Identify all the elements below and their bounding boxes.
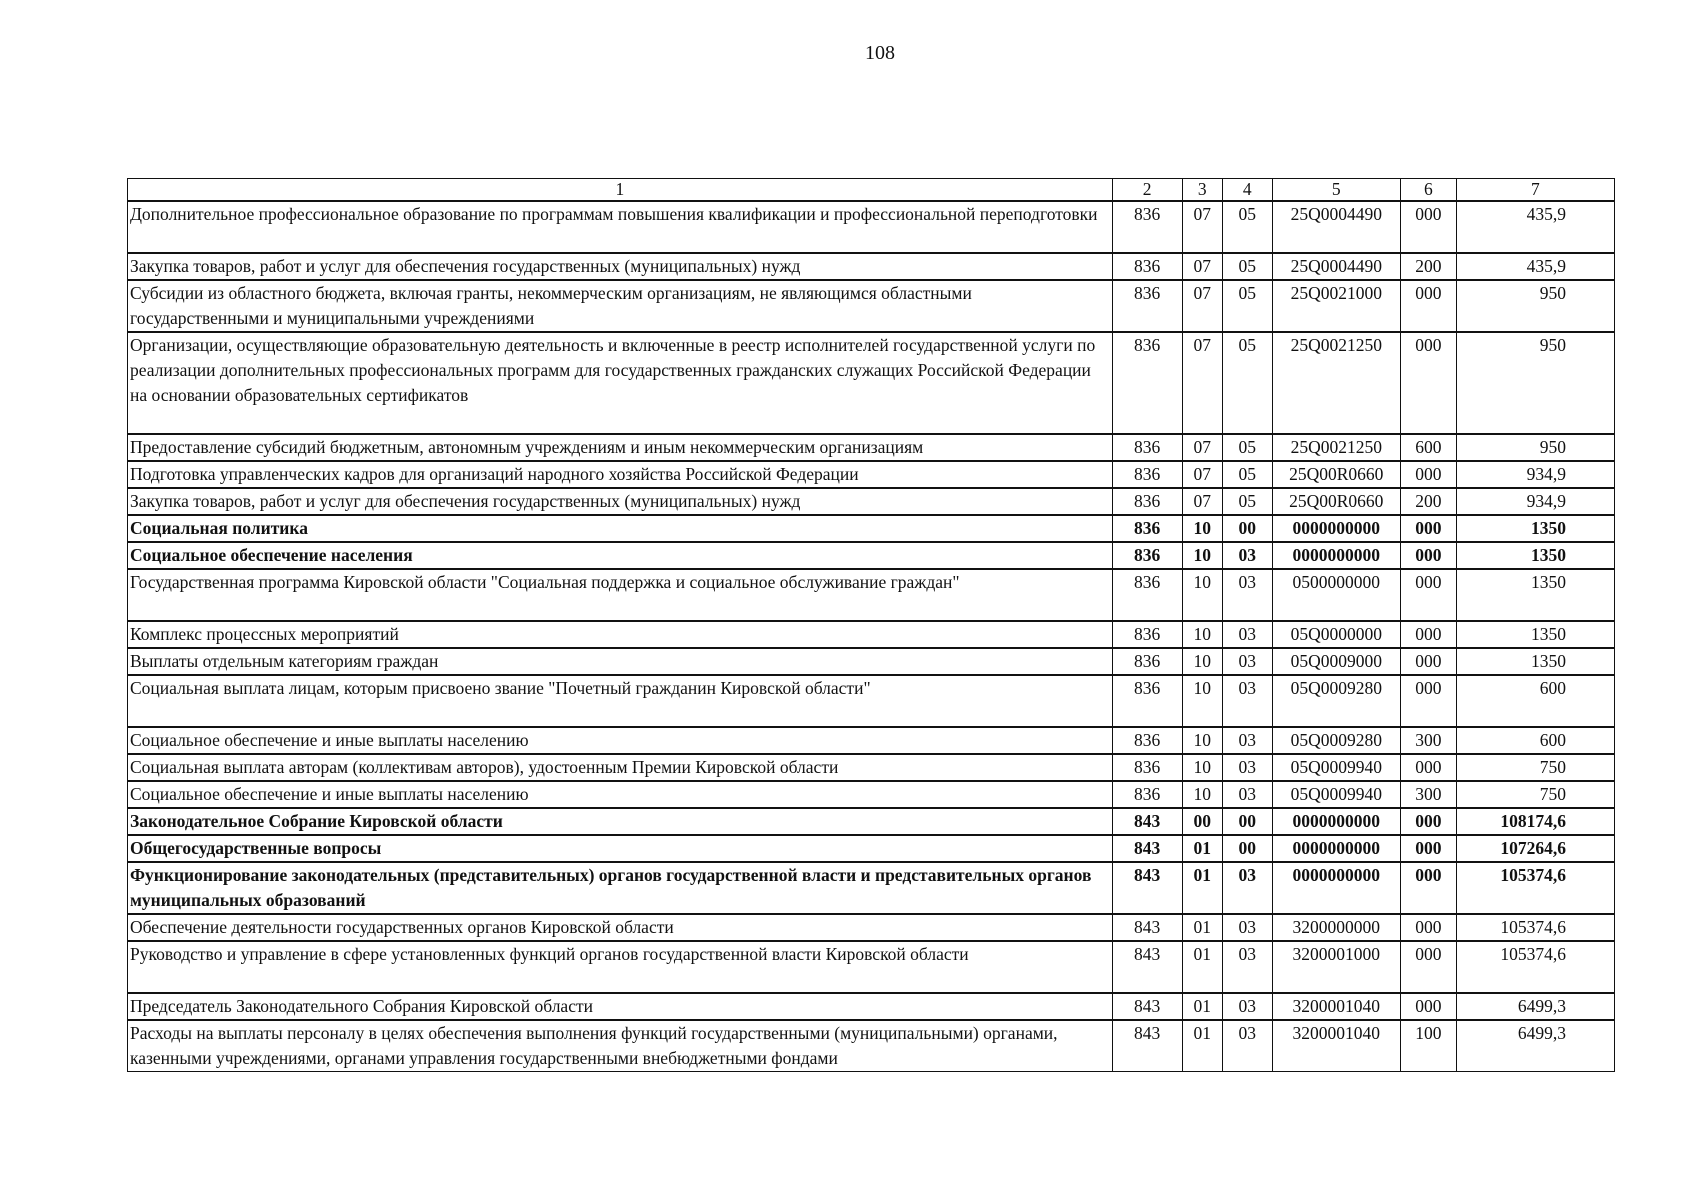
amount-cell: 600 bbox=[1456, 675, 1614, 727]
row-name-cell: Социальное обеспечение и иные выплаты населению bbox=[128, 781, 1113, 808]
table-row bbox=[128, 754, 1615, 781]
row-name-cell: Социальная политика bbox=[128, 515, 1113, 542]
subsection-code-cell: 05 bbox=[1222, 434, 1272, 461]
table-row bbox=[128, 569, 1615, 621]
row-name-cell: Руководство и управление в сфере установленных функций органов государственной власти Кировской области bbox=[128, 941, 1113, 993]
expense-type-cell: 000 bbox=[1400, 280, 1456, 332]
subsection-code-cell: 03 bbox=[1222, 727, 1272, 754]
table-row bbox=[128, 542, 1615, 569]
row-name-cell: Субсидии из областного бюджета, включая гранты, некоммерческим организациям, не являющимся областными государственными и муниципальными учреждениями bbox=[128, 280, 1113, 332]
amount-cell: 435,9 bbox=[1456, 201, 1614, 253]
target-article-cell: 05Q0000000 bbox=[1272, 621, 1400, 648]
expense-type-cell: 000 bbox=[1400, 993, 1456, 1020]
ministry-code-cell: 836 bbox=[1112, 280, 1182, 332]
table-row bbox=[128, 835, 1615, 862]
table-row bbox=[128, 434, 1615, 461]
ministry-code-cell: 836 bbox=[1112, 434, 1182, 461]
target-article-cell: 0000000000 bbox=[1272, 542, 1400, 569]
table-row bbox=[128, 332, 1615, 434]
ministry-code-cell: 843 bbox=[1112, 993, 1182, 1020]
expense-type-cell: 000 bbox=[1400, 542, 1456, 569]
section-code-cell: 07 bbox=[1182, 332, 1222, 434]
table-row bbox=[128, 941, 1615, 993]
table-row bbox=[128, 461, 1615, 488]
subsection-code-cell: 03 bbox=[1222, 569, 1272, 621]
section-code-cell: 10 bbox=[1182, 781, 1222, 808]
target-article-cell: 05Q0009280 bbox=[1272, 675, 1400, 727]
target-article-cell: 0000000000 bbox=[1272, 862, 1400, 914]
ministry-code-cell: 836 bbox=[1112, 542, 1182, 569]
row-name-cell: Закупка товаров, работ и услуг для обеспечения государственных (муниципальных) нужд bbox=[128, 488, 1113, 515]
expense-type-cell: 600 bbox=[1400, 434, 1456, 461]
column-header: 6 bbox=[1400, 179, 1456, 202]
expense-type-cell: 000 bbox=[1400, 754, 1456, 781]
subsection-code-cell: 03 bbox=[1222, 754, 1272, 781]
amount-cell: 105374,6 bbox=[1456, 914, 1614, 941]
ministry-code-cell: 836 bbox=[1112, 569, 1182, 621]
section-code-cell: 07 bbox=[1182, 280, 1222, 332]
section-code-cell: 10 bbox=[1182, 515, 1222, 542]
amount-cell: 6499,3 bbox=[1456, 993, 1614, 1020]
expense-type-cell: 000 bbox=[1400, 835, 1456, 862]
target-article-cell: 0000000000 bbox=[1272, 808, 1400, 835]
expense-type-cell: 000 bbox=[1400, 941, 1456, 993]
amount-cell: 1350 bbox=[1456, 515, 1614, 542]
row-name-cell: Дополнительное профессиональное образование по программам повышения квалификации и профессиональной переподготовки bbox=[128, 201, 1113, 253]
ministry-code-cell: 836 bbox=[1112, 488, 1182, 515]
table-row bbox=[128, 675, 1615, 727]
subsection-code-cell: 00 bbox=[1222, 515, 1272, 542]
target-article-cell: 3200001040 bbox=[1272, 1020, 1400, 1072]
ministry-code-cell: 843 bbox=[1112, 1020, 1182, 1072]
target-article-cell: 05Q0009280 bbox=[1272, 727, 1400, 754]
section-code-cell: 10 bbox=[1182, 542, 1222, 569]
ministry-code-cell: 836 bbox=[1112, 515, 1182, 542]
table-row bbox=[128, 515, 1615, 542]
subsection-code-cell: 03 bbox=[1222, 862, 1272, 914]
table-row bbox=[128, 253, 1615, 280]
target-article-cell: 05Q0009000 bbox=[1272, 648, 1400, 675]
section-code-cell: 07 bbox=[1182, 488, 1222, 515]
expense-type-cell: 200 bbox=[1400, 488, 1456, 515]
row-name-cell: Комплекс процессных мероприятий bbox=[128, 621, 1113, 648]
column-header: 7 bbox=[1456, 179, 1614, 202]
section-code-cell: 01 bbox=[1182, 993, 1222, 1020]
row-name-cell: Социальное обеспечение населения bbox=[128, 542, 1113, 569]
target-article-cell: 3200001040 bbox=[1272, 993, 1400, 1020]
ministry-code-cell: 836 bbox=[1112, 201, 1182, 253]
table-row bbox=[128, 648, 1615, 675]
expense-type-cell: 000 bbox=[1400, 914, 1456, 941]
table-row bbox=[128, 201, 1615, 253]
row-name-cell: Общегосударственные вопросы bbox=[128, 835, 1113, 862]
amount-cell: 105374,6 bbox=[1456, 941, 1614, 993]
expense-type-cell: 000 bbox=[1400, 332, 1456, 434]
table-row bbox=[128, 488, 1615, 515]
table-row bbox=[128, 727, 1615, 754]
subsection-code-cell: 03 bbox=[1222, 542, 1272, 569]
ministry-code-cell: 836 bbox=[1112, 675, 1182, 727]
expense-type-cell: 000 bbox=[1400, 648, 1456, 675]
table-row bbox=[128, 993, 1615, 1020]
section-code-cell: 07 bbox=[1182, 201, 1222, 253]
target-article-cell: 0000000000 bbox=[1272, 835, 1400, 862]
expense-type-cell: 000 bbox=[1400, 201, 1456, 253]
column-header: 4 bbox=[1222, 179, 1272, 202]
subsection-code-cell: 03 bbox=[1222, 941, 1272, 993]
row-name-cell: Выплаты отдельным категориям граждан bbox=[128, 648, 1113, 675]
target-article-cell: 0000000000 bbox=[1272, 515, 1400, 542]
target-article-cell: 25Q0021250 bbox=[1272, 434, 1400, 461]
table-row bbox=[128, 808, 1615, 835]
amount-cell: 934,9 bbox=[1456, 488, 1614, 515]
amount-cell: 105374,6 bbox=[1456, 862, 1614, 914]
section-code-cell: 10 bbox=[1182, 754, 1222, 781]
target-article-cell: 25Q0004490 bbox=[1272, 201, 1400, 253]
table-row bbox=[128, 914, 1615, 941]
amount-cell: 950 bbox=[1456, 332, 1614, 434]
section-code-cell: 01 bbox=[1182, 835, 1222, 862]
amount-cell: 750 bbox=[1456, 781, 1614, 808]
ministry-code-cell: 836 bbox=[1112, 781, 1182, 808]
subsection-code-cell: 03 bbox=[1222, 993, 1272, 1020]
section-code-cell: 00 bbox=[1182, 808, 1222, 835]
expense-type-cell: 200 bbox=[1400, 253, 1456, 280]
subsection-code-cell: 03 bbox=[1222, 675, 1272, 727]
target-article-cell: 3200001000 bbox=[1272, 941, 1400, 993]
amount-cell: 1350 bbox=[1456, 621, 1614, 648]
section-code-cell: 10 bbox=[1182, 675, 1222, 727]
target-article-cell: 25Q0004490 bbox=[1272, 253, 1400, 280]
row-name-cell: Предоставление субсидий бюджетным, автономным учреждениям и иным некоммерческим организациям bbox=[128, 434, 1113, 461]
target-article-cell: 25Q0021250 bbox=[1272, 332, 1400, 434]
section-code-cell: 10 bbox=[1182, 569, 1222, 621]
row-name-cell: Социальное обеспечение и иные выплаты населению bbox=[128, 727, 1113, 754]
section-code-cell: 10 bbox=[1182, 648, 1222, 675]
column-header: 5 bbox=[1272, 179, 1400, 202]
subsection-code-cell: 03 bbox=[1222, 648, 1272, 675]
section-code-cell: 10 bbox=[1182, 727, 1222, 754]
subsection-code-cell: 05 bbox=[1222, 201, 1272, 253]
expense-type-cell: 000 bbox=[1400, 569, 1456, 621]
target-article-cell: 05Q0009940 bbox=[1272, 781, 1400, 808]
expense-type-cell: 000 bbox=[1400, 808, 1456, 835]
ministry-code-cell: 843 bbox=[1112, 914, 1182, 941]
ministry-code-cell: 843 bbox=[1112, 808, 1182, 835]
amount-cell: 950 bbox=[1456, 280, 1614, 332]
section-code-cell: 07 bbox=[1182, 461, 1222, 488]
subsection-code-cell: 03 bbox=[1222, 1020, 1272, 1072]
amount-cell: 1350 bbox=[1456, 542, 1614, 569]
subsection-code-cell: 03 bbox=[1222, 781, 1272, 808]
ministry-code-cell: 843 bbox=[1112, 941, 1182, 993]
amount-cell: 108174,6 bbox=[1456, 808, 1614, 835]
table-row bbox=[128, 1020, 1615, 1072]
ministry-code-cell: 836 bbox=[1112, 621, 1182, 648]
amount-cell: 1350 bbox=[1456, 648, 1614, 675]
amount-cell: 950 bbox=[1456, 434, 1614, 461]
row-name-cell: Обеспечение деятельности государственных органов Кировской области bbox=[128, 914, 1113, 941]
ministry-code-cell: 836 bbox=[1112, 253, 1182, 280]
row-name-cell: Государственная программа Кировской области "Социальная поддержка и социальное обслуживание граждан" bbox=[128, 569, 1113, 621]
amount-cell: 1350 bbox=[1456, 569, 1614, 621]
target-article-cell: 3200000000 bbox=[1272, 914, 1400, 941]
row-name-cell: Функционирование законодательных (представительных) органов государственной власти и представительных органов муниципальных образований bbox=[128, 862, 1113, 914]
column-header: 1 bbox=[128, 179, 1113, 202]
row-name-cell: Закупка товаров, работ и услуг для обеспечения государственных (муниципальных) нужд bbox=[128, 253, 1113, 280]
table-row bbox=[128, 781, 1615, 808]
budget-table bbox=[127, 178, 1615, 1072]
expense-type-cell: 300 bbox=[1400, 727, 1456, 754]
ministry-code-cell: 836 bbox=[1112, 461, 1182, 488]
section-code-cell: 01 bbox=[1182, 1020, 1222, 1072]
ministry-code-cell: 836 bbox=[1112, 727, 1182, 754]
target-article-cell: 25Q00R0660 bbox=[1272, 461, 1400, 488]
expense-type-cell: 300 bbox=[1400, 781, 1456, 808]
target-article-cell: 25Q00R0660 bbox=[1272, 488, 1400, 515]
subsection-code-cell: 05 bbox=[1222, 332, 1272, 434]
expense-type-cell: 000 bbox=[1400, 461, 1456, 488]
row-name-cell: Подготовка управленческих кадров для организаций народного хозяйства Российской Федерации bbox=[128, 461, 1113, 488]
ministry-code-cell: 836 bbox=[1112, 648, 1182, 675]
column-number-row bbox=[128, 179, 1615, 202]
target-article-cell: 05Q0009940 bbox=[1272, 754, 1400, 781]
section-code-cell: 01 bbox=[1182, 941, 1222, 993]
table-row bbox=[128, 621, 1615, 648]
section-code-cell: 10 bbox=[1182, 621, 1222, 648]
column-header: 3 bbox=[1182, 179, 1222, 202]
ministry-code-cell: 843 bbox=[1112, 835, 1182, 862]
amount-cell: 107264,6 bbox=[1456, 835, 1614, 862]
expense-type-cell: 100 bbox=[1400, 1020, 1456, 1072]
expense-type-cell: 000 bbox=[1400, 515, 1456, 542]
subsection-code-cell: 00 bbox=[1222, 835, 1272, 862]
table-row bbox=[128, 280, 1615, 332]
table-row bbox=[128, 862, 1615, 914]
row-name-cell: Организации, осуществляющие образовательную деятельность и включенные в реестр исполнителей государственной услуги по реализации дополнительных профессиональных программ для государственных гражданских служащих Российской Федерации на основании образовательных сертификатов bbox=[128, 332, 1113, 434]
section-code-cell: 07 bbox=[1182, 253, 1222, 280]
ministry-code-cell: 836 bbox=[1112, 332, 1182, 434]
target-article-cell: 0500000000 bbox=[1272, 569, 1400, 621]
expense-type-cell: 000 bbox=[1400, 675, 1456, 727]
subsection-code-cell: 05 bbox=[1222, 280, 1272, 332]
row-name-cell: Социальная выплата авторам (коллективам авторов), удостоенным Премии Кировской области bbox=[128, 754, 1113, 781]
amount-cell: 934,9 bbox=[1456, 461, 1614, 488]
ministry-code-cell: 843 bbox=[1112, 862, 1182, 914]
section-code-cell: 01 bbox=[1182, 862, 1222, 914]
expense-type-cell: 000 bbox=[1400, 621, 1456, 648]
section-code-cell: 01 bbox=[1182, 914, 1222, 941]
target-article-cell: 25Q0021000 bbox=[1272, 280, 1400, 332]
subsection-code-cell: 03 bbox=[1222, 914, 1272, 941]
page-number: 108 bbox=[865, 42, 895, 64]
row-name-cell: Председатель Законодательного Собрания Кировской области bbox=[128, 993, 1113, 1020]
subsection-code-cell: 00 bbox=[1222, 808, 1272, 835]
amount-cell: 750 bbox=[1456, 754, 1614, 781]
expense-type-cell: 000 bbox=[1400, 862, 1456, 914]
subsection-code-cell: 05 bbox=[1222, 461, 1272, 488]
subsection-code-cell: 05 bbox=[1222, 253, 1272, 280]
row-name-cell: Законодательное Собрание Кировской области bbox=[128, 808, 1113, 835]
column-header: 2 bbox=[1112, 179, 1182, 202]
subsection-code-cell: 03 bbox=[1222, 621, 1272, 648]
ministry-code-cell: 836 bbox=[1112, 754, 1182, 781]
section-code-cell: 07 bbox=[1182, 434, 1222, 461]
amount-cell: 600 bbox=[1456, 727, 1614, 754]
row-name-cell: Социальная выплата лицам, которым присвоено звание "Почетный гражданин Кировской области" bbox=[128, 675, 1113, 727]
amount-cell: 6499,3 bbox=[1456, 1020, 1614, 1072]
subsection-code-cell: 05 bbox=[1222, 488, 1272, 515]
amount-cell: 435,9 bbox=[1456, 253, 1614, 280]
table-body bbox=[128, 201, 1615, 1072]
row-name-cell: Расходы на выплаты персоналу в целях обеспечения выполнения функций государственными (муниципальными) органами, казенными учреждениями, органами управления государственными внебюджетными фондами bbox=[128, 1020, 1113, 1072]
